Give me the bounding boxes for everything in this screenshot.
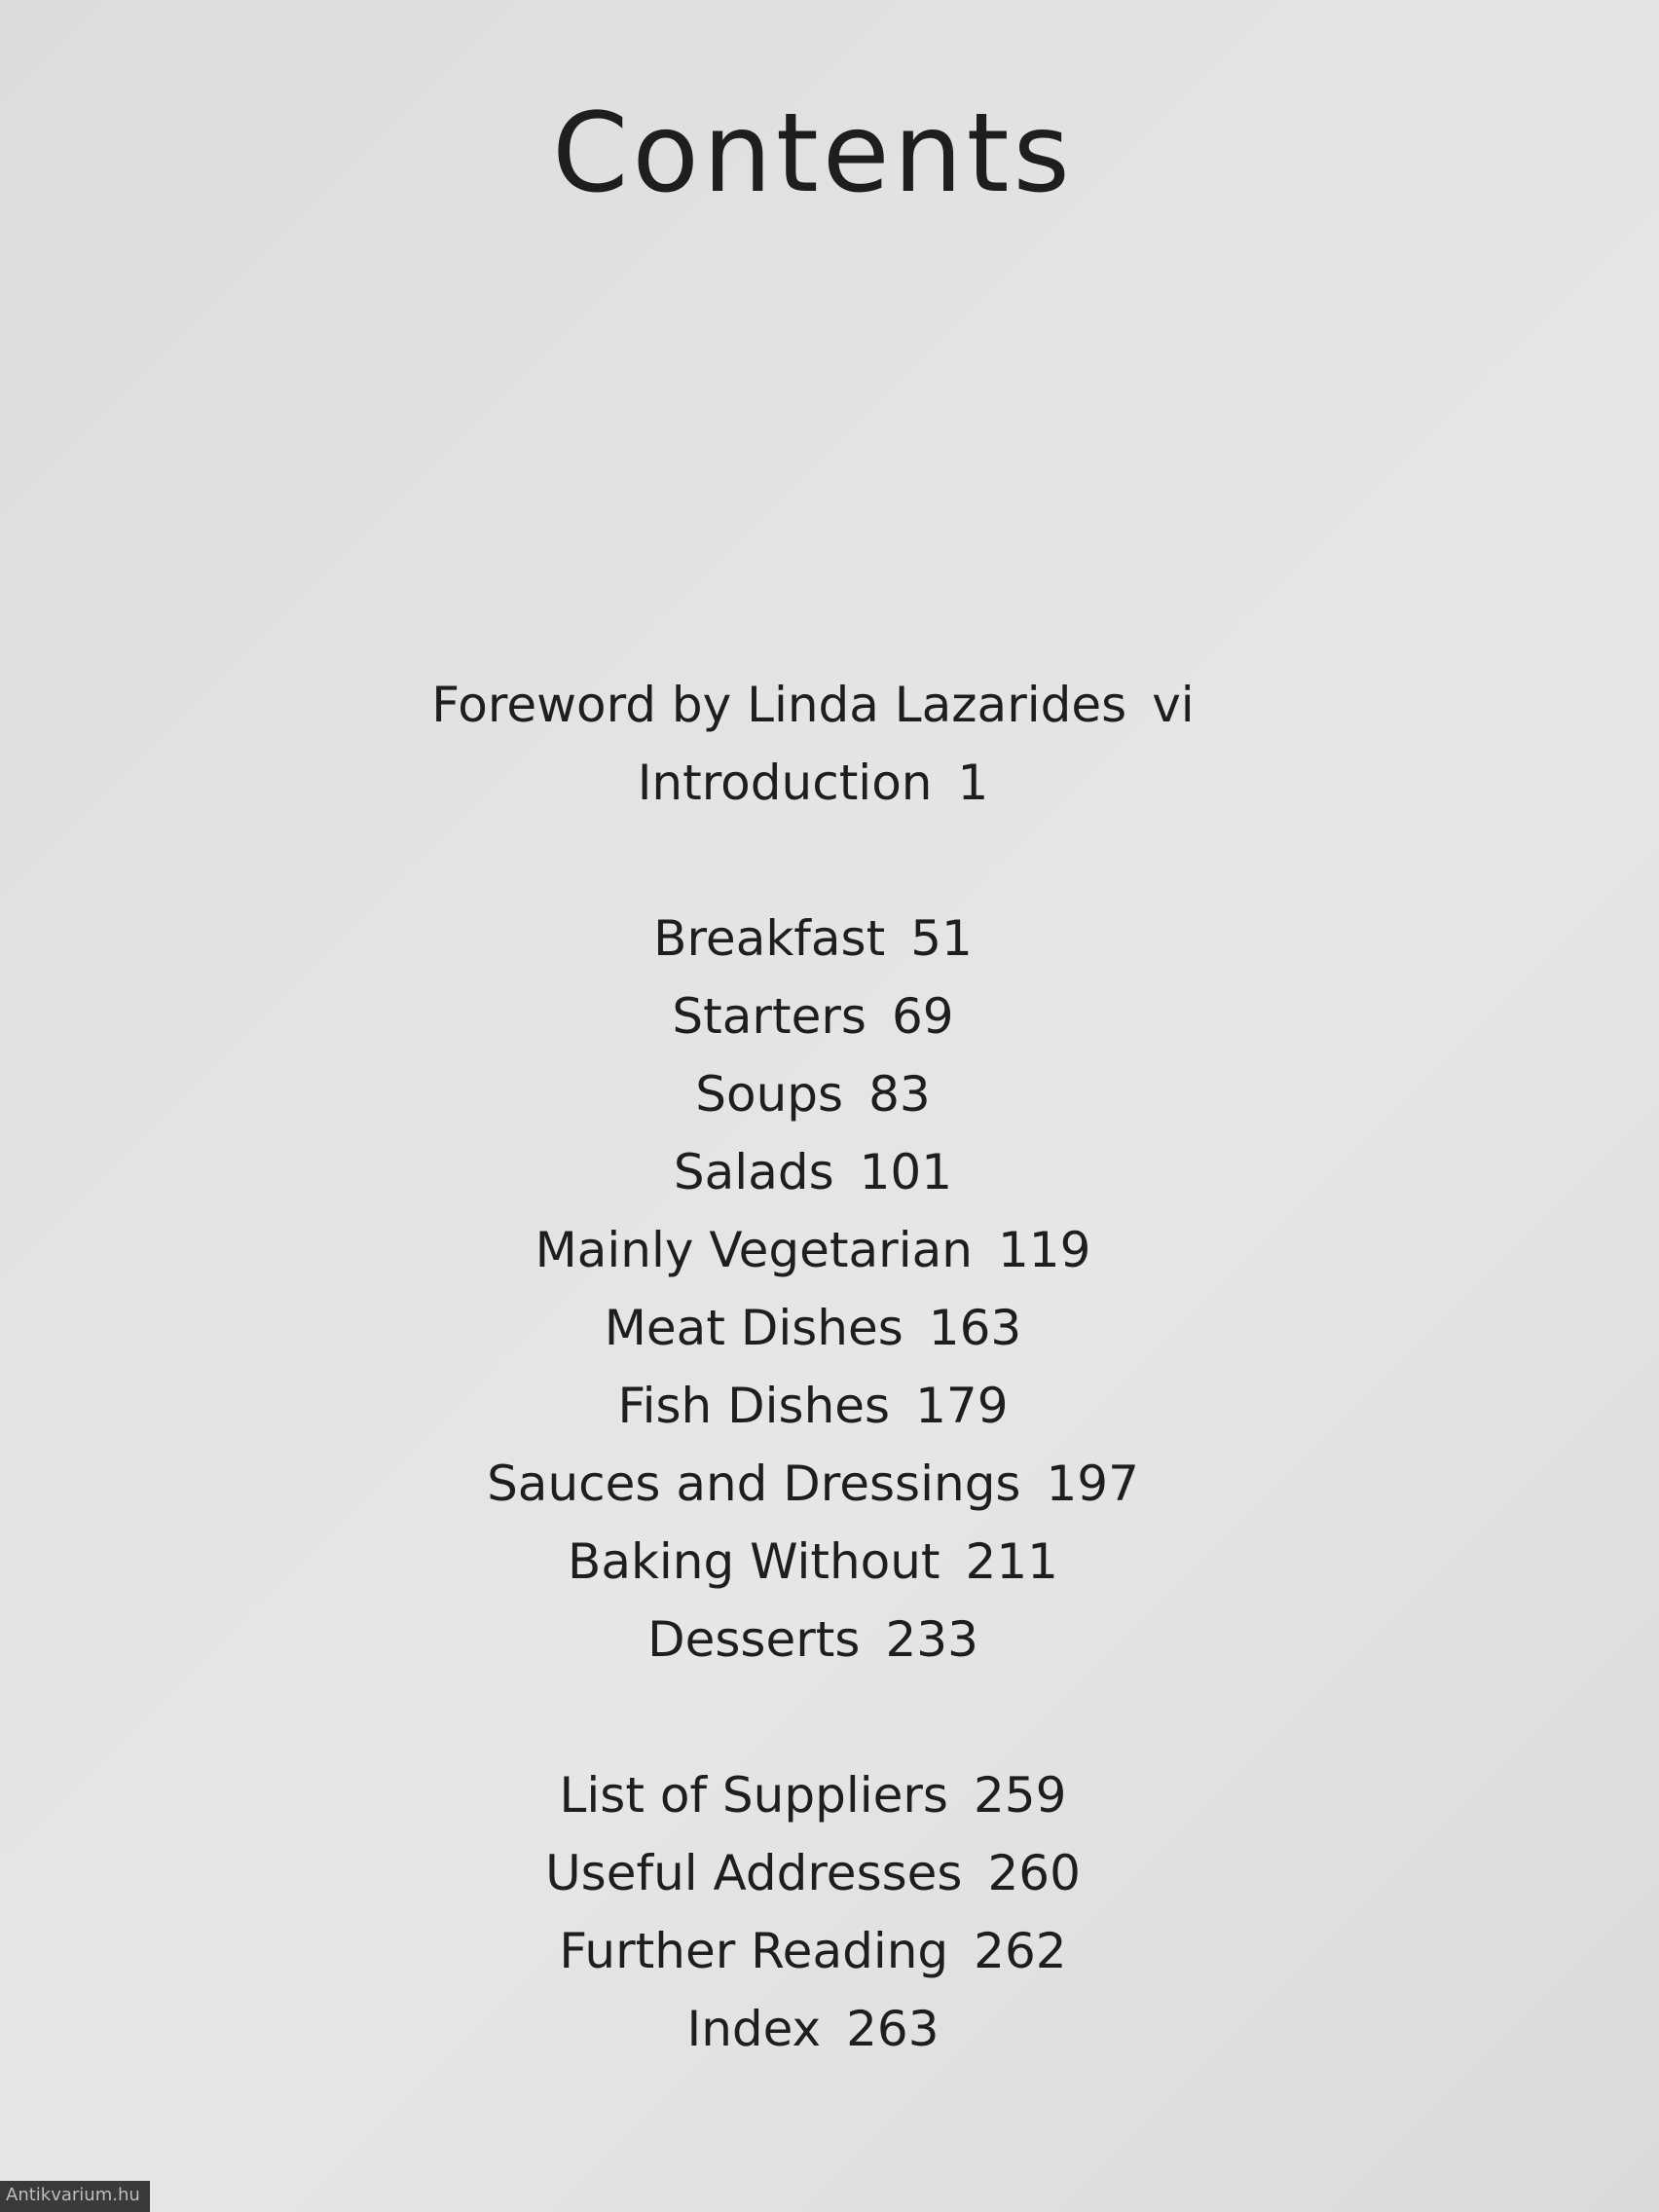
toc-entry-useful-addresses — [0, 1842, 1626, 1904]
toc-entry-label: Further Reading — [559, 1923, 949, 1979]
toc-entry-page: 83 — [868, 1066, 931, 1123]
toc-entry-label: Starters — [672, 988, 866, 1045]
toc-entry-page: 211 — [965, 1533, 1058, 1590]
toc-entry-label: Baking Without — [568, 1533, 940, 1590]
toc-entry-introduction — [0, 752, 1626, 814]
toc-entry-page: vi — [1152, 677, 1195, 733]
toc-entry-label: List of Suppliers — [559, 1767, 948, 1824]
toc-entry-page: 260 — [987, 1845, 1081, 1901]
toc-entry-page: 51 — [910, 910, 973, 967]
toc-entry-page: 179 — [915, 1378, 1009, 1434]
toc-entry-label: Breakfast — [653, 910, 886, 967]
toc-entry-label: Meat Dishes — [604, 1300, 903, 1356]
toc-entry-page: 262 — [974, 1923, 1067, 1979]
toc-entry-label: Foreword by Linda Lazarides — [431, 677, 1127, 733]
toc-entry-index — [0, 1998, 1626, 2060]
toc-entry-page: 1 — [957, 755, 989, 811]
toc-entry-further-reading — [0, 1920, 1626, 1982]
toc-entry-label: Useful Addresses — [545, 1845, 963, 1901]
toc-entry-page: 259 — [974, 1767, 1067, 1824]
toc-entry-fish-dishes — [0, 1375, 1626, 1437]
toc-entry-list-of-suppliers — [0, 1764, 1626, 1826]
toc-entry-page: 119 — [997, 1222, 1091, 1278]
toc-entry-starters — [0, 985, 1626, 1048]
toc-entry-page: 69 — [891, 988, 954, 1045]
toc-entry-label: Introduction — [637, 755, 933, 811]
toc-entry-mainly-vegetarian — [0, 1219, 1626, 1281]
toc-entry-baking-without — [0, 1530, 1626, 1593]
toc-entry-meat-dishes — [0, 1297, 1626, 1359]
toc-entry-label: Soups — [695, 1066, 844, 1123]
toc-entry-desserts — [0, 1608, 1626, 1671]
toc-entry-label: Fish Dishes — [617, 1378, 891, 1434]
toc-entry-page: 263 — [846, 2001, 940, 2057]
toc-entry-salads — [0, 1141, 1626, 1203]
toc-entry-page: 197 — [1046, 1456, 1139, 1512]
toc-entry-page: 163 — [928, 1300, 1022, 1356]
toc-entry-foreword — [0, 674, 1626, 736]
toc-entry-soups — [0, 1063, 1626, 1125]
toc-entry-page: 101 — [859, 1144, 953, 1200]
toc-entry-label: Mainly Vegetarian — [535, 1222, 973, 1278]
toc-entry-breakfast — [0, 907, 1626, 970]
toc-entry-label: Index — [686, 2001, 822, 2057]
toc-entry-page: 233 — [885, 1611, 978, 1668]
toc-entry-label: Salads — [673, 1144, 834, 1200]
page-title: Contents — [552, 91, 1074, 217]
watermark: Antikvarium.hu — [0, 2181, 150, 2212]
toc-entry-label: Desserts — [647, 1611, 861, 1668]
toc-entry-label: Sauces and Dressings — [487, 1456, 1021, 1512]
toc-entry-sauces-and-dressings — [0, 1453, 1626, 1515]
